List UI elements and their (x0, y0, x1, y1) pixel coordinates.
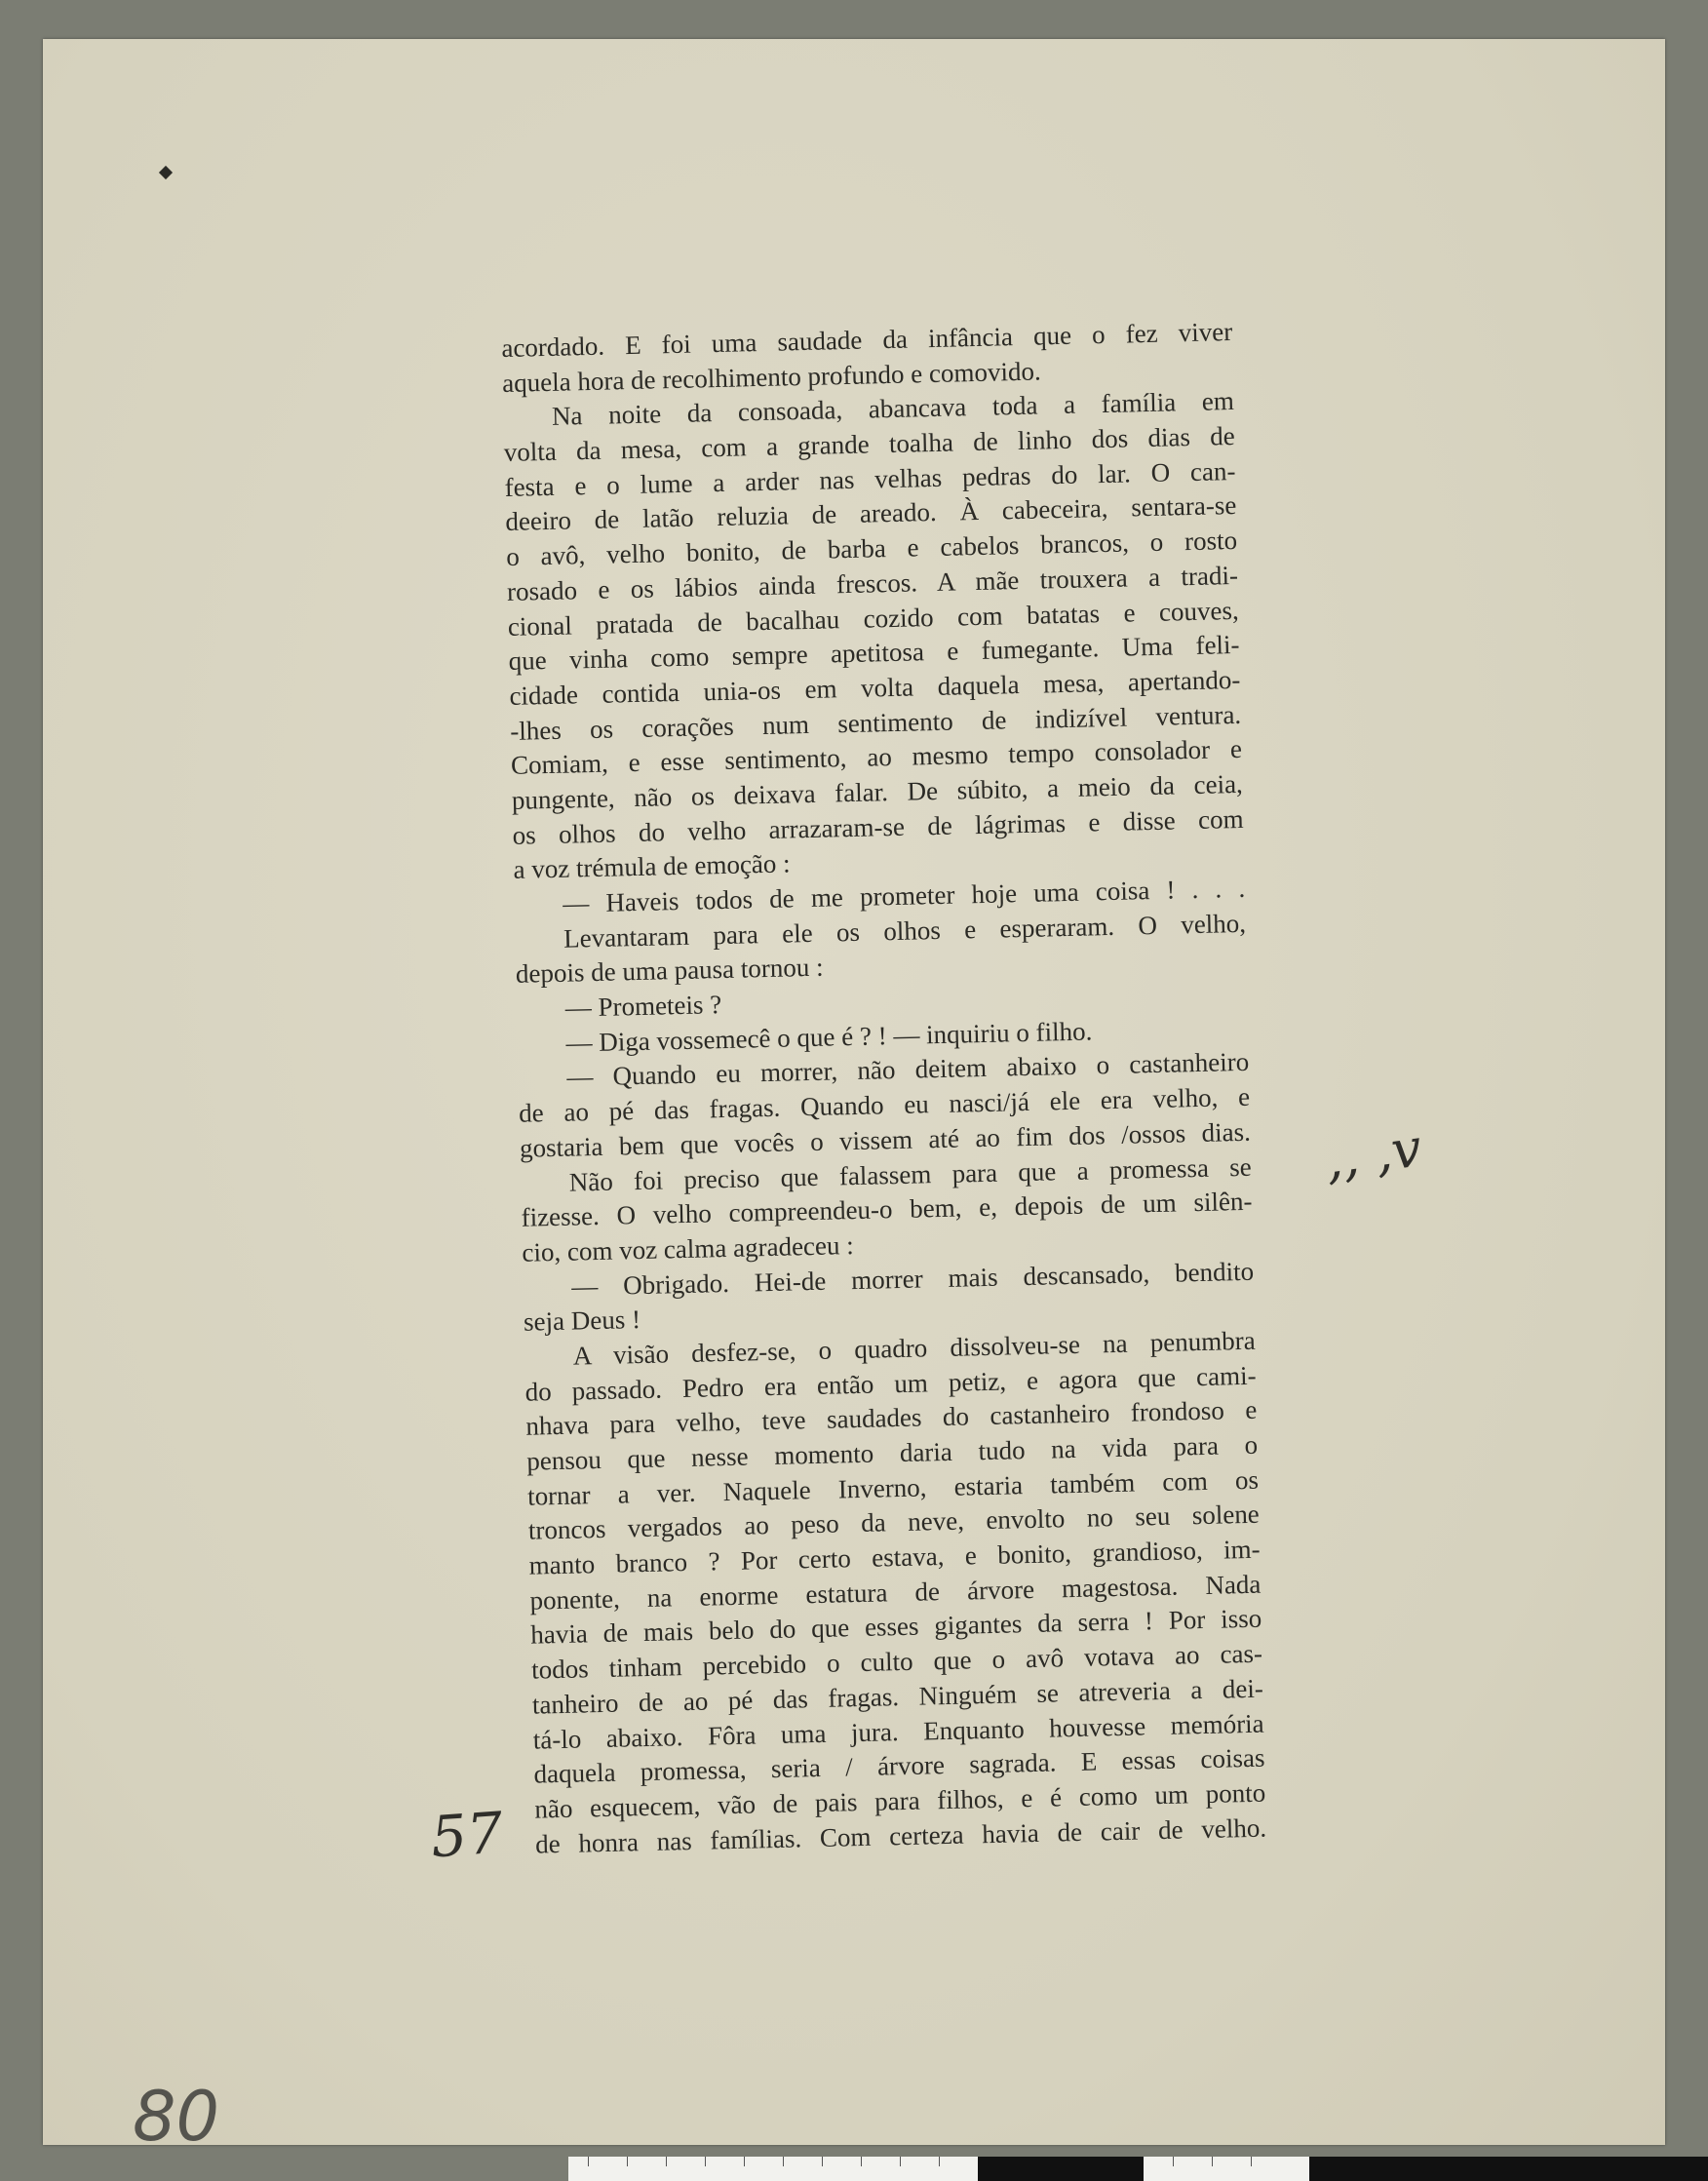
text-line: Levantaram para ele os olhos e esperaram. O velho, (563, 908, 1247, 954)
ruler-tick (783, 2157, 784, 2166)
text-line: pensou que nesse momento daria tudo na vida para o (525, 1429, 1259, 1476)
text-line: festa e o lume a arder nas velhas pedras do lar. O can- (504, 455, 1236, 502)
text-line: acordado. E foi uma saudade da infância que o fez viver (501, 316, 1233, 363)
ruler-tick (900, 2157, 901, 2166)
text-line: depois de uma pausa tornou : (515, 953, 824, 990)
text-line: cional pratada de bacalhau cozido com batatas e couves, (507, 595, 1240, 642)
text-line: ponente, na enorme estatura de árvore magestosa. Nada (529, 1569, 1262, 1616)
text-line: a voz trémula de emoção : (513, 848, 791, 885)
text-line: — Quando eu morrer, não deitem abaixo o castanheiro (566, 1047, 1250, 1093)
ruler-tick (1173, 2157, 1174, 2166)
text-line: o avô, velho bonito, de barba e cabelos brancos, o rosto (505, 526, 1238, 572)
ruler-tick (588, 2157, 589, 2166)
handwritten-page-number: 80 (133, 2077, 220, 2157)
text-line: gostaria bem que vocês o vissem até ao fim dos /ossos dias. (519, 1116, 1252, 1163)
ruler-tick (1251, 2157, 1252, 2166)
ruler-tick (666, 2157, 667, 2166)
paper-sheet (43, 39, 1665, 2157)
text-line: — Obrigado. Hei-de morrer mais descansado, bendito (570, 1256, 1255, 1302)
text-line: Não foi preciso que falassem para que a promessa se (568, 1151, 1252, 1197)
text-line: Comiam, e esse sentimento, ao mesmo tempo consolador e (510, 734, 1243, 781)
text-line: rosado e os lábios ainda frescos. A mãe trouxera a tradi- (506, 560, 1239, 606)
text-line: -lhes os corações num sentimento de indizível ventura. (509, 699, 1242, 746)
text-line: os olhos do velho arrazaram-se de lágrimas e disse com (512, 803, 1244, 850)
text-line: tá-lo abaixo. Fôra uma jura. Enquanto houvesse memória (532, 1708, 1264, 1755)
text-line: do passado. Pedro era então um petiz, e agora que cami- (524, 1360, 1257, 1407)
handwritten-margin-mark: ,, ,v (1321, 1116, 1426, 1191)
text-line: seja Deus ! (523, 1305, 641, 1337)
text-line: havia de mais belo do que esses gigantes da serra ! Por isso (530, 1604, 1262, 1651)
body-text (501, 315, 1266, 1862)
ruler-tick (627, 2157, 628, 2166)
text-line: fizesse. O velho compreendeu-o bem, e, depois de um silên- (521, 1186, 1253, 1232)
text-line: Na noite da consoada, abancava toda a família em (551, 386, 1235, 432)
text-line: todos tinham percebido o culto que o avô votava ao cas- (530, 1638, 1263, 1685)
text-line: tanheiro de ao pé das fragas. Ninguém se atreveria a dei- (531, 1673, 1264, 1720)
text-line: deeiro de latão reluzia de areado. À cabeceira, sentara-se (505, 490, 1237, 537)
text-line: de honra nas famílias. Com certeza havia de cair de velho. (534, 1812, 1267, 1859)
ruler-tick (939, 2157, 940, 2166)
punch-hole (159, 166, 173, 179)
ruler-black-segment (978, 2157, 1144, 2181)
text-line: daquela promessa, seria / árvore sagrada. E essas coisas (533, 1742, 1265, 1789)
ruler-tick (1212, 2157, 1213, 2166)
text-line: manto branco ? Por certo estava, e bonito, grandioso, im- (528, 1534, 1261, 1580)
text-line: cidade contida unia-os em volta daquela mesa, apertando- (509, 664, 1241, 711)
text-line: — Haveis todos de me prometer hoje uma coisa ! . . . (562, 873, 1246, 918)
ruler-tick (822, 2157, 823, 2166)
text-line: cio, com voz calma agradeceu : (522, 1229, 855, 1267)
ruler-tick (861, 2157, 862, 2166)
text-line: aquela hora de recolhimento profundo e comovido. (501, 356, 1041, 398)
text-line: pungente, não os deixava falar. De súbito, a meio da ceia, (511, 768, 1244, 815)
scale-ruler (568, 2157, 1708, 2181)
text-line: A visão desfez-se, o quadro dissolveu-se na penumbra (572, 1325, 1257, 1371)
text-line: volta da mesa, com a grande toalha de linho dos dias de (503, 421, 1235, 468)
handwritten-folio-number: 57 (428, 1799, 506, 1871)
text-line: de ao pé das fragas. Quando eu nasci/já ele era velho, e (518, 1081, 1251, 1128)
text-line: não esquecem, vão de pais para filhos, e é como um ponto (534, 1777, 1266, 1824)
text-line: que vinha como sempre apetitosa e fumegante. Uma feli- (508, 630, 1240, 677)
text-line: — Prometeis ? (564, 990, 722, 1023)
text-line: troncos vergados ao peso da neve, envolto no seu solene (527, 1499, 1261, 1546)
text-line: nhava para velho, teve saudades do castanheiro frondoso e (525, 1395, 1258, 1442)
ruler-black-segment (1309, 2157, 1708, 2181)
ruler-tick (744, 2157, 745, 2166)
ruler-tick (705, 2157, 706, 2166)
text-line: tornar a ver. Naquele Inverno, estaria também com os (526, 1464, 1260, 1511)
text-line: — Diga vossemecê o que é ? ! — inquiriu o filho. (565, 1016, 1093, 1058)
